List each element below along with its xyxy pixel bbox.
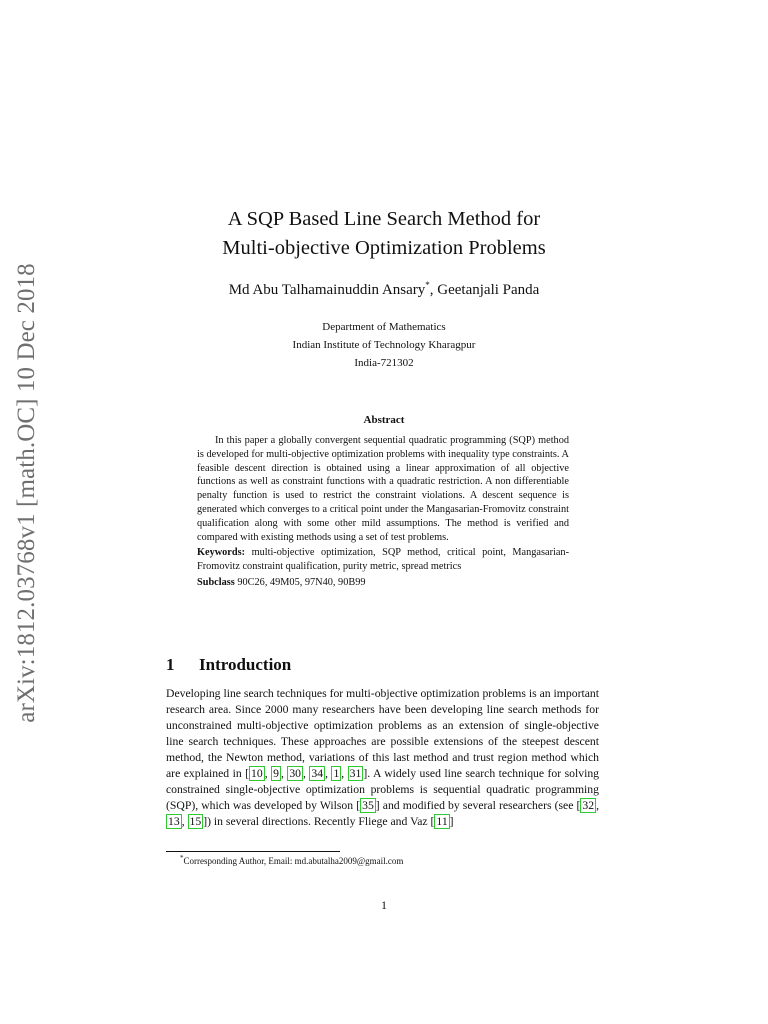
- abstract-body: [197, 434, 569, 590]
- abstract-text: In this paper a globally convergent sequential quadratic programming (SQP) method is developed for multi-objective optimization problems with inequality type constraints. A feasible descent direction is obtained using a linear approximation of all objective functions as well as constraint functions with a quadratic restriction. A non differentiable penalty function is used to restrict the constraint violations. A descent sequence is generated which converges to a critical point under the Mangasarian-Fromovitz constraint qualification along with some other mild assumptions. The method is verified and compared with existing methods using a set of test problems.: [197, 435, 569, 543]
- citation-link[interactable]: 32: [582, 799, 595, 812]
- subclass-label: Subclass: [197, 576, 235, 588]
- footnote-divider: [166, 851, 340, 852]
- citation-link[interactable]: 11: [436, 815, 448, 828]
- author-separator: ,: [429, 282, 438, 298]
- department: Department of Mathematics: [322, 321, 446, 333]
- affiliation-block: [170, 318, 598, 372]
- citation-link[interactable]: 35: [362, 799, 374, 812]
- keywords-label: Keywords:: [197, 547, 246, 559]
- citation-link[interactable]: 30: [289, 767, 302, 780]
- body-text: ]. A widely used line search technique for solving constrained single-objective optimization problems is sequential quadratic programming (SQP), which was developed by Wilson [: [166, 767, 600, 812]
- section-title: Introduction: [199, 655, 292, 674]
- location: India-721302: [354, 357, 414, 369]
- arxiv-identifier-stamp: arXiv:1812.03768v1 [math.OC] 10 Dec 2018: [13, 263, 40, 723]
- citation-separator: ,: [596, 799, 599, 812]
- title-line-2: Multi-objective Optimization Problems: [222, 237, 546, 259]
- title-line-1: A SQP Based Line Search Method for: [227, 208, 541, 230]
- citation-link[interactable]: 31: [349, 767, 362, 780]
- section-heading: [166, 655, 291, 675]
- citation-link[interactable]: 1: [333, 767, 340, 780]
- subclass-line: [197, 576, 569, 590]
- keywords-text: multi-objective optimization, SQP method, critical point, Mangasarian-Fromovitz constraint qualification, purity metric, spread metrics: [197, 547, 570, 573]
- author-list: [170, 280, 598, 299]
- citation-link[interactable]: 10: [251, 767, 263, 780]
- paper-title: [170, 205, 598, 263]
- footnote-marker: *: [425, 280, 430, 290]
- citation-link[interactable]: 9: [273, 767, 279, 780]
- section-number: 1: [166, 655, 175, 674]
- body-text: ]: [449, 815, 454, 828]
- footnote: [180, 854, 403, 866]
- citation-separator: ,: [341, 767, 348, 780]
- keywords-line: [197, 546, 569, 574]
- footnote-marker: *: [180, 854, 184, 862]
- subclass-text: 90C26, 49M05, 97N40, 90B99: [237, 576, 366, 588]
- body-text: ]) in several directions. Recently Fliege and Vaz [: [203, 815, 435, 828]
- institute: Indian Institute of Technology Kharagpur: [292, 339, 476, 351]
- paragraph: [166, 686, 599, 830]
- citation-separator: ,: [181, 815, 188, 828]
- citation-link[interactable]: 15: [189, 815, 202, 828]
- body-text: Developing line search techniques for multi-objective optimization problems is an important research area. Since 2000 many researchers have been developing line search methods for unconstrained multi-objective optimization problems as an extension of single-objective line search techniques. These approaches are possible extensions of the steepest descent method, the Newton method, variations of this last method and trust region method which are explained in [: [166, 687, 599, 780]
- author-name: Geetanjali Panda: [437, 282, 540, 298]
- citation-separator: ,: [303, 767, 310, 780]
- body-text: ] and modified by several researchers (see [: [375, 799, 581, 812]
- citation-separator: ,: [325, 767, 332, 780]
- citation-link[interactable]: 13: [168, 815, 180, 828]
- introduction-paragraph: [166, 686, 599, 830]
- author-name: Md Abu Talhamainuddin Ansary: [228, 282, 426, 298]
- footnote-text: Corresponding Author, Email: md.abutalha2009@gmail.com: [183, 856, 404, 866]
- abstract-heading: Abstract: [363, 414, 405, 426]
- citation-separator: ,: [264, 767, 272, 780]
- citation-link[interactable]: 34: [311, 767, 324, 780]
- page-number: 1: [381, 898, 387, 912]
- citation-separator: ,: [280, 767, 288, 780]
